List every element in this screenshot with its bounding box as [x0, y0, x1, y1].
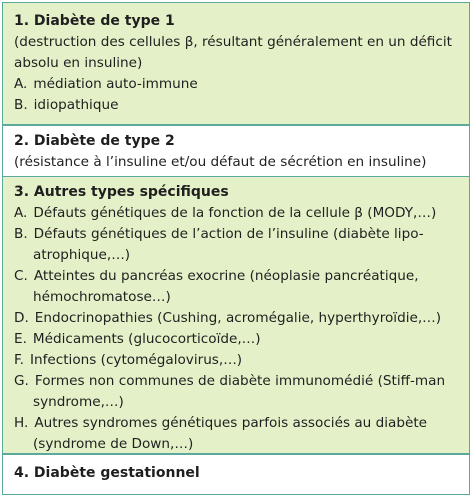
list-item: [14, 266, 461, 287]
section-title: 1. Diabète de type 1: [14, 13, 175, 29]
item-text: idiopathique: [33, 97, 119, 113]
list-item: [14, 308, 461, 329]
list-item: [14, 95, 461, 116]
item-text: Médicaments (glucocorticoïde,…): [32, 331, 261, 347]
section-other-types: [3, 177, 469, 453]
item-letter: H.: [14, 415, 29, 431]
list-item: [14, 371, 461, 392]
list-item: [14, 329, 461, 350]
section-type-1: [3, 3, 469, 124]
list-item: [14, 203, 461, 224]
diabetes-classification-table: [2, 2, 470, 495]
section-title: 2. Diabète de type 2: [14, 132, 175, 149]
section-title: 4. Diabète gestationnel: [14, 464, 200, 481]
list-item: [14, 350, 461, 371]
item-letter: B.: [14, 97, 28, 113]
item-text: Défauts génétiques de la fonction de la cellule β (MODY,…): [33, 205, 437, 221]
item-text: Infections (cytomégalovirus,…): [29, 352, 243, 368]
section-description: absolu en insuline): [14, 55, 143, 71]
list-item: [14, 224, 461, 245]
item-letter: B.: [14, 226, 28, 242]
section-type-2: [3, 126, 469, 176]
item-letter: A.: [14, 205, 28, 221]
item-text: Autres syndromes génétiques parfois associés au diabète: [34, 415, 428, 431]
item-letter: A.: [14, 76, 28, 92]
item-continuation: hémochromatose…): [33, 289, 171, 305]
item-letter: D.: [14, 310, 29, 326]
item-text: Défauts génétiques de l’action de l’insuline (diabète lipo-: [33, 226, 424, 242]
item-letter: E.: [14, 331, 27, 347]
section-description: (résistance à l’insuline et/ou défaut de sécrétion en insuline): [14, 153, 427, 170]
item-text: Atteintes du pancréas exocrine (néoplasie pancréatique,: [33, 268, 419, 284]
section-gestational: [3, 455, 469, 493]
item-text: Formes non communes de diabète immunomédié (Stiff-man: [34, 373, 446, 389]
item-continuation: atrophique,…): [33, 247, 131, 263]
item-continuation: syndrome,…): [33, 394, 124, 410]
item-letter: F.: [14, 352, 24, 368]
section-description: (destruction des cellules β, résultant généralement en un déficit: [14, 34, 452, 50]
item-text: Endocrinopathies (Cushing, acromégalie, hyperthyroïdie,…): [34, 310, 442, 326]
section-title: 3. Autres types spécifiques: [14, 184, 229, 200]
item-continuation: (syndrome de Down,…): [33, 436, 194, 452]
list-item: [14, 413, 461, 434]
item-letter: G.: [14, 373, 29, 389]
list-item: [14, 74, 461, 95]
item-text: médiation auto-immune: [33, 76, 198, 92]
item-letter: C.: [14, 268, 28, 284]
